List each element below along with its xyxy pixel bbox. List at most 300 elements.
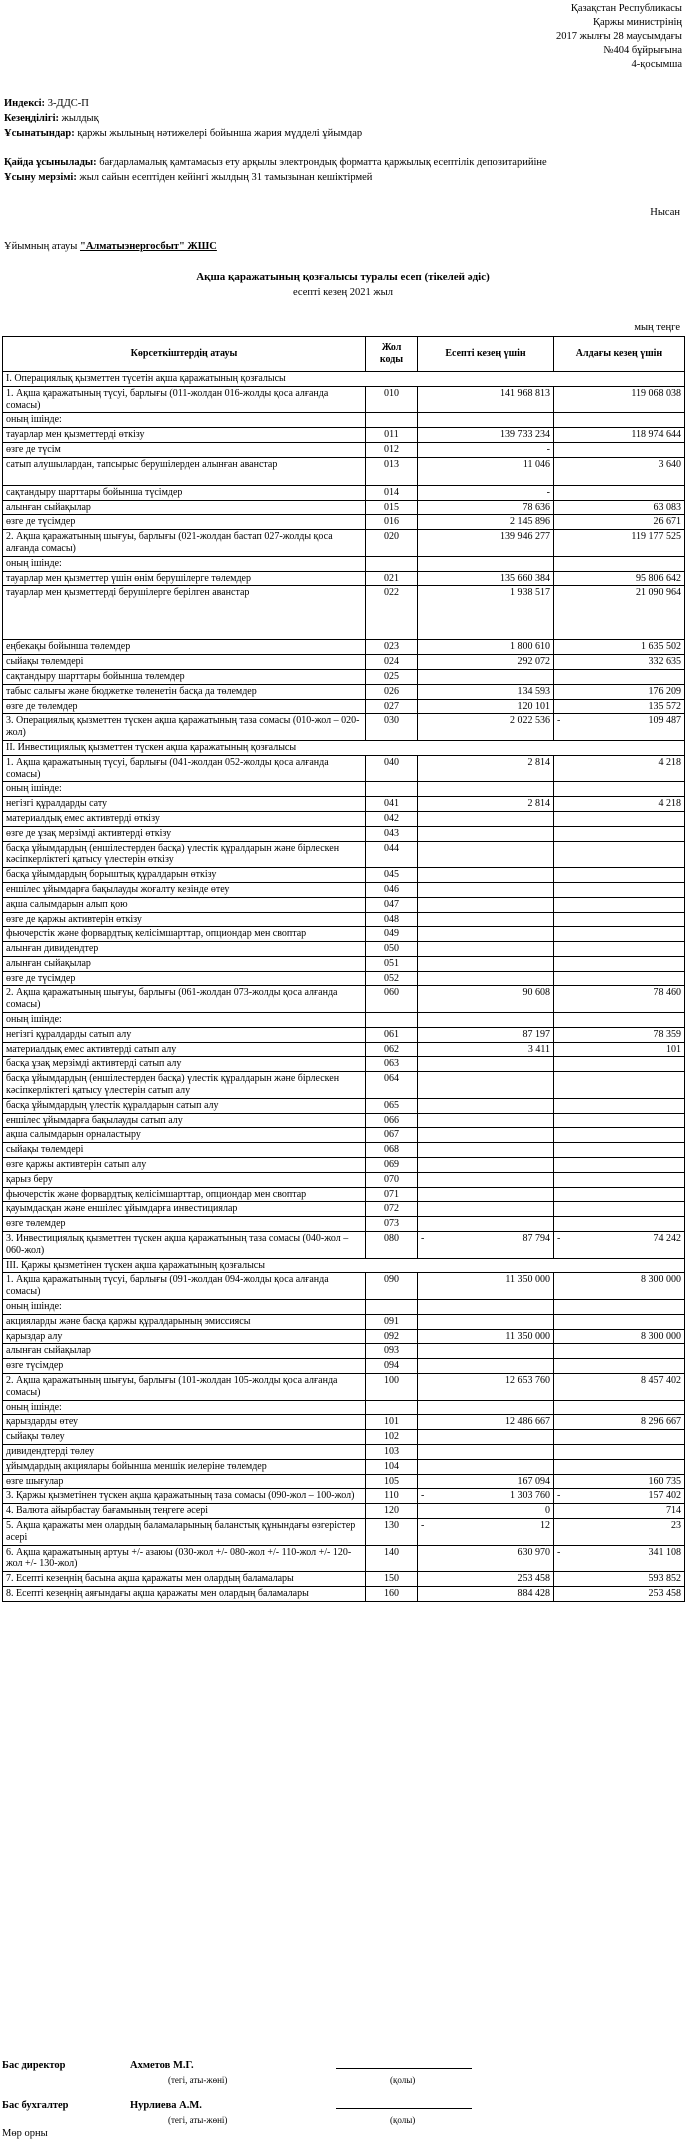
cash-flow-table <box>2 336 684 1602</box>
table-row <box>3 1314 685 1329</box>
name-hint: (тегі, аты-жөні) <box>168 2115 228 2125</box>
value-current: 135 660 384 <box>418 571 554 586</box>
table-row <box>3 684 685 699</box>
col-header-current: Есепті кезең үшін <box>418 337 554 372</box>
negative-sign: - <box>557 1490 561 1502</box>
row-code: 066 <box>366 1113 418 1128</box>
value-current: 78 636 <box>418 500 554 515</box>
table-row <box>3 1217 685 1232</box>
value-previous <box>554 811 685 826</box>
row-label: басқа ұйымдардың (еншілестерден басқа) үлестік құралдарын және бірлескен кәсіпкерліктегі қатысу үлестерін сатып алу <box>3 1072 366 1099</box>
value-previous: 63 083 <box>554 500 685 515</box>
row-code: 101 <box>366 1415 418 1430</box>
table-row <box>3 1072 685 1099</box>
value-current: - 1 303 760 <box>418 1489 554 1504</box>
value-current <box>418 1098 554 1113</box>
row-code: 094 <box>366 1359 418 1374</box>
table-row <box>3 1504 685 1519</box>
value-current <box>418 956 554 971</box>
sign-hint: (қолы) <box>390 2075 416 2085</box>
value-current <box>418 1057 554 1072</box>
value-current: 630 970 <box>418 1545 554 1572</box>
row-code: 046 <box>366 882 418 897</box>
value-current <box>418 556 554 571</box>
row-label: 8. Есепті кезеңнің аяғындағы ақша қаражаты мен олардың баламалары <box>3 1586 366 1601</box>
row-code: 048 <box>366 912 418 927</box>
row-code: 045 <box>366 868 418 883</box>
row-code: 049 <box>366 927 418 942</box>
row-code: 014 <box>366 485 418 500</box>
row-label: тауарлар мен қызметтер үшін өнім берушілерге төлемдер <box>3 571 366 586</box>
value-previous <box>554 442 685 457</box>
row-label: 7. Есепті кезеңнің басына ақша қаражаты мен олардың баламалары <box>3 1572 366 1587</box>
row-code: 051 <box>366 956 418 971</box>
row-label: материалдық емес активтерді сатып алу <box>3 1042 366 1057</box>
report-period: есепті кезең 2021 жыл <box>293 287 393 298</box>
value-current: 2 814 <box>418 755 554 782</box>
row-code: 104 <box>366 1459 418 1474</box>
value-previous <box>554 912 685 927</box>
value-previous: 119 177 525 <box>554 530 685 557</box>
row-label: еңбекақы бойынша төлемдер <box>3 640 366 655</box>
table-row <box>3 882 685 897</box>
table-row <box>3 1027 685 1042</box>
row-code: 091 <box>366 1314 418 1329</box>
row-label: өзге де түсімдер <box>3 971 366 986</box>
value-previous: 8 296 667 <box>554 1415 685 1430</box>
value-current <box>418 413 554 428</box>
row-code: 052 <box>366 971 418 986</box>
value-current <box>418 942 554 957</box>
value-previous <box>554 1344 685 1359</box>
table-row <box>3 699 685 714</box>
row-code: 013 <box>366 457 418 485</box>
row-code: 030 <box>366 714 418 741</box>
value-previous <box>554 1217 685 1232</box>
value-current <box>418 1172 554 1187</box>
row-code: 022 <box>366 586 418 640</box>
section-header-row <box>3 740 685 755</box>
col-header-code: Жол коды <box>366 337 418 372</box>
value-previous <box>554 826 685 841</box>
row-code: 120 <box>366 1504 418 1519</box>
value-current: 3 411 <box>418 1042 554 1057</box>
table-row <box>3 1430 685 1445</box>
table-row <box>3 1586 685 1601</box>
table-row <box>3 1042 685 1057</box>
value-previous <box>554 956 685 971</box>
value-current <box>418 1143 554 1158</box>
value-current <box>418 841 554 868</box>
table-row <box>3 1202 685 1217</box>
row-code: 130 <box>366 1518 418 1545</box>
row-code: 070 <box>366 1172 418 1187</box>
table-row <box>3 868 685 883</box>
row-code: 015 <box>366 500 418 515</box>
table-row <box>3 428 685 443</box>
row-code: 010 <box>366 386 418 413</box>
value-previous: 101 <box>554 1042 685 1057</box>
table-row <box>3 1344 685 1359</box>
row-code: 011 <box>366 428 418 443</box>
value-current: - 87 794 <box>418 1232 554 1259</box>
value-current: 884 428 <box>418 1586 554 1601</box>
value-current: 11 350 000 <box>418 1273 554 1300</box>
row-code: 080 <box>366 1232 418 1259</box>
row-label: тауарлар мен қызметтерді берушілерге берілген аванстар <box>3 586 366 640</box>
value-previous <box>554 1113 685 1128</box>
table-row <box>3 1374 685 1401</box>
value-previous <box>554 927 685 942</box>
form-label: Нысан <box>650 207 680 218</box>
table-row <box>3 386 685 413</box>
value-previous <box>554 556 685 571</box>
table-header-row <box>3 337 685 372</box>
meta-submitters: Ұсынатындар: қаржы жылының нәтижелері бойынша жария мүдделі ұйымдар <box>4 127 363 139</box>
table-row <box>3 971 685 986</box>
accountant-role: Бас бухгалтер <box>2 2100 69 2111</box>
row-code: 026 <box>366 684 418 699</box>
value-previous <box>554 1459 685 1474</box>
row-code: 062 <box>366 1042 418 1057</box>
value-current <box>418 1314 554 1329</box>
value-previous <box>554 1202 685 1217</box>
row-label: оның ішінде: <box>3 782 366 797</box>
value-current <box>418 1113 554 1128</box>
row-label: өзге де түсім <box>3 442 366 457</box>
col-header-previous: Алдағы кезең үшін <box>554 337 685 372</box>
table-row <box>3 556 685 571</box>
negative-sign: - <box>557 715 561 727</box>
row-label: сақтандыру шарттары бойынша түсімдер <box>3 485 366 500</box>
section-title: II. Инвестициялық қызметтен түскен ақша қаражатының қозғалысы <box>3 740 685 755</box>
row-code: 068 <box>366 1143 418 1158</box>
value-current: 2 145 896 <box>418 515 554 530</box>
table-row <box>3 500 685 515</box>
table-row <box>3 1329 685 1344</box>
table-row <box>3 897 685 912</box>
row-label: қарыздарды өтеу <box>3 1415 366 1430</box>
table-row <box>3 457 685 485</box>
table-row <box>3 413 685 428</box>
value-previous <box>554 897 685 912</box>
value-current <box>418 669 554 684</box>
row-code: 041 <box>366 797 418 812</box>
value-current <box>418 927 554 942</box>
row-label: 6. Ақша қаражатының артуы +/- азаюы (030-жол +/- 080-жол +/- 110-жол +/- 120-жол +/- 130-жол) <box>3 1545 366 1572</box>
sign-hint: (қолы) <box>390 2115 416 2125</box>
value-previous: 593 852 <box>554 1572 685 1587</box>
table-row <box>3 1474 685 1489</box>
row-code: 024 <box>366 655 418 670</box>
row-code: 064 <box>366 1072 418 1099</box>
row-label: фьючерстік және форвардтық келісімшарттар, опциондар мен своптар <box>3 927 366 942</box>
row-label: негізгі құралдарды сатып алу <box>3 1027 366 1042</box>
value-current <box>418 811 554 826</box>
row-code: 040 <box>366 755 418 782</box>
value-current: 139 946 277 <box>418 530 554 557</box>
row-code <box>366 1300 418 1315</box>
value-current <box>418 1459 554 1474</box>
row-code: 093 <box>366 1344 418 1359</box>
row-label: 4. Валюта айырбастау бағамының теңгеге әсері <box>3 1504 366 1519</box>
table-row <box>3 912 685 927</box>
row-code: 042 <box>366 811 418 826</box>
value-current: 1 938 517 <box>418 586 554 640</box>
row-label: оның ішінде: <box>3 1300 366 1315</box>
stamp-place: Мөр орны <box>2 2128 48 2139</box>
table-row <box>3 655 685 670</box>
value-current <box>418 782 554 797</box>
value-previous: 21 090 964 <box>554 586 685 640</box>
table-row <box>3 942 685 957</box>
value-previous <box>554 485 685 500</box>
row-code: 069 <box>366 1158 418 1173</box>
value-previous <box>554 782 685 797</box>
value-previous: 26 671 <box>554 515 685 530</box>
row-label: 1. Ақша қаражатының түсуі, барлығы (091-жолдан 094-жолды қоса алғанда сомасы) <box>3 1273 366 1300</box>
director-role: Бас директор <box>2 2060 66 2071</box>
value-previous: 714 <box>554 1504 685 1519</box>
value-current <box>418 868 554 883</box>
value-previous <box>554 1128 685 1143</box>
director-name: Ахметов М.Г. <box>130 2060 194 2071</box>
table-row <box>3 1518 685 1545</box>
value-previous <box>554 1187 685 1202</box>
row-code <box>366 1400 418 1415</box>
row-label: еншілес ұйымдарға бақылауды жоғалту кезінде өтеу <box>3 882 366 897</box>
row-code: 102 <box>366 1430 418 1445</box>
table-row <box>3 1113 685 1128</box>
row-label: алынған сыйақылар <box>3 1344 366 1359</box>
value-current <box>418 1430 554 1445</box>
row-label: өзге қаржы активтерін сатып алу <box>3 1158 366 1173</box>
value-previous: 8 457 402 <box>554 1374 685 1401</box>
signature-line <box>336 2108 472 2109</box>
value-previous: 78 359 <box>554 1027 685 1042</box>
value-current: 11 046 <box>418 457 554 485</box>
row-label: 3. Инвестициялық қызметтен түскен ақша қаражатының таза сомасы (040-жол – 060-жол) <box>3 1232 366 1259</box>
value-previous <box>554 841 685 868</box>
value-current: 87 197 <box>418 1027 554 1042</box>
value-previous: - 157 402 <box>554 1489 685 1504</box>
table-row <box>3 782 685 797</box>
row-code: 050 <box>366 942 418 957</box>
name-hint: (тегі, аты-жөні) <box>168 2075 228 2085</box>
row-label: акцияларды және басқа қаржы құралдарының эмиссиясы <box>3 1314 366 1329</box>
row-label: 1. Ақша қаражатының түсуі, барлығы (041-жолдан 052-жолды қоса алғанда сомасы) <box>3 755 366 782</box>
value-current <box>418 882 554 897</box>
value-previous: 332 635 <box>554 655 685 670</box>
row-code <box>366 556 418 571</box>
table-row <box>3 442 685 457</box>
meta-frequency: Кезеңділігі: жылдық <box>4 112 99 124</box>
table-row <box>3 1400 685 1415</box>
ref-line: 4-қосымша <box>631 58 682 70</box>
row-label: сыйақы төлеу <box>3 1430 366 1445</box>
value-current: 2 022 536 <box>418 714 554 741</box>
row-label: материалдық емес активтерді өткізу <box>3 811 366 826</box>
value-previous: 23 <box>554 1518 685 1545</box>
row-label: оның ішінде: <box>3 556 366 571</box>
value-previous <box>554 1300 685 1315</box>
value-previous <box>554 669 685 684</box>
form-meta <box>4 97 684 186</box>
row-label: ақша салымдарын орналастыру <box>3 1128 366 1143</box>
value-current: 120 101 <box>418 699 554 714</box>
value-previous <box>554 1013 685 1028</box>
table-row <box>3 515 685 530</box>
row-label: тауарлар мен қызметтерді өткізу <box>3 428 366 443</box>
negative-sign: - <box>421 1490 425 1502</box>
value-previous: 4 218 <box>554 755 685 782</box>
value-previous: 78 460 <box>554 986 685 1013</box>
table-row <box>3 1444 685 1459</box>
ref-line: 2017 жылғы 28 маусымдағы <box>556 30 682 42</box>
row-label: өзге шығулар <box>3 1474 366 1489</box>
row-label: сатып алушылардан, тапсырыс берушілерден алынған аванстар <box>3 457 366 485</box>
table-row <box>3 1128 685 1143</box>
row-label: еншілес ұйымдарға бақылауды сатып алу <box>3 1113 366 1128</box>
row-label: өзге түсімдер <box>3 1359 366 1374</box>
value-current <box>418 1187 554 1202</box>
row-label: оның ішінде: <box>3 1013 366 1028</box>
table-row <box>3 485 685 500</box>
row-code: 072 <box>366 1202 418 1217</box>
section-title: III. Қаржы қызметінен түскен ақша қаражатының қозғалысы <box>3 1258 685 1273</box>
value-previous: 119 068 038 <box>554 386 685 413</box>
row-label: 3. Операциялық қызметтен түскен ақша қаражатының таза сомасы (010-жол – 020-жол) <box>3 714 366 741</box>
row-code: 027 <box>366 699 418 714</box>
value-current: 12 653 760 <box>418 1374 554 1401</box>
value-current <box>418 912 554 927</box>
row-code: 103 <box>366 1444 418 1459</box>
row-label: сыйақы төлемдері <box>3 1143 366 1158</box>
value-previous: 160 735 <box>554 1474 685 1489</box>
row-label: өзге де ұзақ мерзімді активтерді өткізу <box>3 826 366 841</box>
value-current <box>418 1359 554 1374</box>
value-previous <box>554 942 685 957</box>
value-current <box>418 1344 554 1359</box>
value-previous: 118 974 644 <box>554 428 685 443</box>
row-code: 016 <box>366 515 418 530</box>
value-previous: 8 300 000 <box>554 1273 685 1300</box>
row-label: табыс салығы және бюджетке төленетін басқа да төлемдер <box>3 684 366 699</box>
row-code: 160 <box>366 1586 418 1601</box>
section-header-row <box>3 372 685 387</box>
value-current: 90 608 <box>418 986 554 1013</box>
row-code: 021 <box>366 571 418 586</box>
table-row <box>3 1545 685 1572</box>
table-row <box>3 530 685 557</box>
row-label: басқа ұзақ мерзімді активтерді сатып алу <box>3 1057 366 1072</box>
table-row <box>3 714 685 741</box>
row-label: алынған сыйақылар <box>3 956 366 971</box>
row-label: қарыздар алу <box>3 1329 366 1344</box>
row-code: 100 <box>366 1374 418 1401</box>
value-current: - <box>418 485 554 500</box>
row-code: 063 <box>366 1057 418 1072</box>
value-previous <box>554 882 685 897</box>
value-current <box>418 1300 554 1315</box>
table-row <box>3 1098 685 1113</box>
row-code: 067 <box>366 1128 418 1143</box>
value-previous <box>554 1359 685 1374</box>
row-code: 060 <box>366 986 418 1013</box>
table-row <box>3 1172 685 1187</box>
value-previous <box>554 1158 685 1173</box>
row-label: басқа ұйымдардың борыштық құралдарын өткізу <box>3 868 366 883</box>
negative-sign: - <box>421 1519 425 1531</box>
value-previous: 135 572 <box>554 699 685 714</box>
row-label: дивидендтерді төлеу <box>3 1444 366 1459</box>
value-previous: 8 300 000 <box>554 1329 685 1344</box>
order-reference <box>442 2 682 72</box>
row-label: сақтандыру шарттары бойынша төлемдер <box>3 669 366 684</box>
row-code: 110 <box>366 1489 418 1504</box>
row-label: оның ішінде: <box>3 1400 366 1415</box>
row-label: 2. Ақша қаражатының шығуы, барлығы (101-жолдан 105-жолды қоса алғанда сомасы) <box>3 1374 366 1401</box>
table-row <box>3 586 685 640</box>
table-row <box>3 1187 685 1202</box>
ref-line: №404 бұйрығына <box>603 44 682 56</box>
row-label: фьючерстік және форвардтық келісімшарттар, опциондар мен своптар <box>3 1187 366 1202</box>
table-row <box>3 927 685 942</box>
value-previous: 253 458 <box>554 1586 685 1601</box>
value-previous <box>554 1400 685 1415</box>
table-row <box>3 669 685 684</box>
value-current <box>418 1444 554 1459</box>
row-code: 140 <box>366 1545 418 1572</box>
row-code: 092 <box>366 1329 418 1344</box>
table-row <box>3 811 685 826</box>
value-previous <box>554 1172 685 1187</box>
meta-index: Индексі: 3-ДДС-П <box>4 98 89 109</box>
value-current: - <box>418 442 554 457</box>
row-label: оның ішінде: <box>3 413 366 428</box>
value-current <box>418 971 554 986</box>
value-current <box>418 1217 554 1232</box>
ref-line: Қаржы министрінің <box>592 16 682 28</box>
row-label: алынған дивидендтер <box>3 942 366 957</box>
value-previous: 4 218 <box>554 797 685 812</box>
value-current <box>418 1158 554 1173</box>
value-previous: 3 640 <box>554 457 685 485</box>
value-current <box>418 1400 554 1415</box>
value-current <box>418 1202 554 1217</box>
row-code: 012 <box>366 442 418 457</box>
meta-deadline: Ұсыну мерзімі: жыл сайын есептіден кейінгі жылдың 31 тамызынан кешіктірмей <box>4 171 373 183</box>
value-previous <box>554 1444 685 1459</box>
row-label: өзге де төлемдер <box>3 699 366 714</box>
negative-sign: - <box>557 1233 561 1245</box>
organization-name: Ұйымның атауы "Алматыэнергосбыт" ЖШС <box>4 241 217 252</box>
ref-line: Қазақстан Республикасы <box>570 3 682 14</box>
row-code <box>366 1013 418 1028</box>
value-current: 167 094 <box>418 1474 554 1489</box>
value-current: - 12 <box>418 1518 554 1545</box>
row-label: негізгі құралдарды сату <box>3 797 366 812</box>
table-row <box>3 1459 685 1474</box>
row-label: ақша салымдарын алып қою <box>3 897 366 912</box>
row-label: қауымдасқан және еншілес ұйымдарға инвестициялар <box>3 1202 366 1217</box>
value-previous <box>554 1314 685 1329</box>
row-label: сыйақы төлемдері <box>3 655 366 670</box>
accountant-signature <box>0 2100 686 2130</box>
value-current <box>418 897 554 912</box>
value-previous: 176 209 <box>554 684 685 699</box>
accountant-name: Нурлиева А.М. <box>130 2100 202 2111</box>
